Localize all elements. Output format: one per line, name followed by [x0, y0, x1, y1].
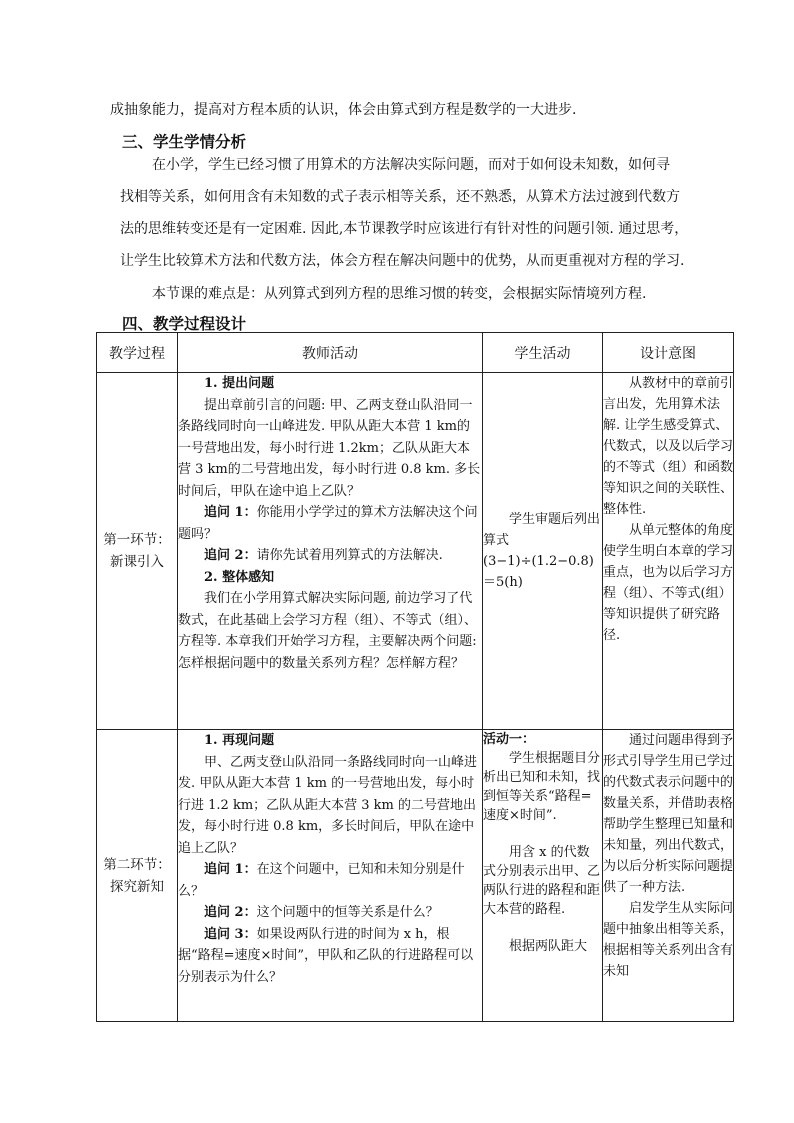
stage-label: 第一环节：: [103, 532, 171, 548]
student-text: 学生审题后列出算式(3−1)÷(1.2−0.8)＝5(h): [483, 512, 601, 590]
intro-line: 成抽象能力，提高对方程本质的认识，体会由算式到方程是数学的一大进步.: [110, 102, 577, 118]
follow-up-question: [178, 502, 482, 545]
student-activity-cell: [483, 373, 603, 730]
analysis-line-3: 法的思维转变还是有一定困难. 因此,本节课教学时应该进行有针对性的问题引领. 通过思考，: [120, 221, 689, 237]
design-text: 从单元整体的角度使学生明白本章的学习重点，也为以后学习方程（组）、不等式(组）等知识提供了研究路径.: [603, 523, 734, 643]
section-heading-teaching-process: 四、教学过程设计: [122, 315, 247, 333]
question-label: 追问 3：: [204, 926, 257, 942]
stage-label: 第二环节：: [103, 856, 171, 873]
activity-label: 活动一：: [483, 732, 536, 747]
student-activity-cell: [483, 730, 603, 1022]
table-row: [97, 730, 734, 1022]
teacher-activity-cell: [178, 373, 483, 730]
header-stage: 教学过程: [97, 333, 178, 373]
question-text: 如果设两队行进的时间为 x h，根据“路程=速度×时间”，甲队和乙队的行进路程可以分别表示为什么？: [178, 926, 474, 985]
question-label: 追问 1：: [204, 505, 257, 520]
follow-up-question: [178, 902, 482, 924]
difficulty-line: 本节课的难点是：从列算式到列方程的思维习惯的转变，会根据实际情境列方程.: [152, 286, 647, 302]
question-text: 这个问题中的恒等关系是什么？: [256, 905, 439, 920]
teacher-activity-cell: [178, 730, 483, 1022]
design-text: 通过问题串得到予形式引导学生用已学过的代数式表示问题中的数量关系，并借助表格帮助学生整理已知量和未知量，列出代数式，为以后分析实际问题提供了一种方法.: [603, 733, 734, 895]
question-text: 你能用小学学过的算术方法解决这个问题吗？: [178, 505, 478, 542]
question-text: 在这个问题中，已知和未知分别是什么？: [178, 862, 465, 899]
student-text: 根据两队距大: [509, 939, 588, 954]
header-teacher-activity: 教师活动: [178, 333, 483, 373]
question-label: 追问 2：: [204, 905, 257, 920]
student-text: 学生根据题目分析出已知和未知，找到恒等关系“路程=速度×时间”.: [483, 751, 601, 823]
question-label: 追问 2：: [204, 548, 257, 563]
follow-up-question: [178, 924, 482, 989]
subheading: 1. 再现问题: [204, 733, 275, 748]
stage-name: 新课引入: [110, 554, 164, 570]
table-header-row: [97, 333, 734, 373]
header-student-activity: 学生活动: [483, 333, 603, 373]
subheading: 1. 提出问题: [204, 376, 275, 391]
problem-text: 甲、乙两支登山队沿同一条路线同时向一山峰进发. 甲队从距大本营 1 km 的一号营地出发，每小时行进 1.2 km；乙队从距大本营 3 km 的二号营地出发，每小时行进 0.8 km，多长时间后，甲队在途中追上乙队？: [178, 754, 478, 856]
stage-cell: [97, 730, 178, 1022]
design-intent-cell: [603, 373, 734, 730]
design-intent-cell: [603, 730, 734, 1022]
analysis-line-2: 找相等关系，如何用含有未知数的式子表示相等关系，还不熟悉，从算术方法过渡到代数方: [120, 189, 680, 205]
overview-text: 我们在小学用算式解决实际问题, 前边学习了代数式，在此基础上会学习方程（组）、不等式（组）、方程等. 本章我们开始学习方程，主要解决两个问题: 怎样根据问题中的数量关系列方程？怎样解方程？: [178, 591, 478, 671]
design-text: 从教材中的章前引言出发，先用算术法解. 让学生感受算式、代数式，以及以后学习的不等式（组）和函数等知识之间的关联性、整体性.: [603, 376, 734, 517]
design-text: 启发学生从实际问题中抽象出相等关系，根据相等关系列出含有未知: [603, 901, 734, 979]
follow-up-question: [178, 859, 482, 902]
analysis-line-1: 在小学，学生已经习惯了用算术的方法解决实际问题，而对于如何设未知数，如何寻: [152, 157, 670, 173]
teaching-process-table: [96, 332, 734, 1022]
stage-cell: [97, 373, 178, 730]
problem-text: 提出章前引言的问题: 甲、乙两支登山队沿同一条路线同时向一山峰进发. 甲队从距大本营 1 km的一号营地出发，每小时行进 1.2km；乙队从距大本营 3 km的二号营地出发，每小时行进 0.8 km. 多长时间后，甲队在途中追上乙队？: [178, 397, 481, 499]
analysis-line-4: 让学生比较算术方法和代数方法，体会方程在解决问题中的优势，从而更重视对方程的学习.: [120, 253, 685, 269]
student-text: 用含 x 的代数式分别表示出甲、乙两队行进的路程和距大本营的路程.: [483, 845, 601, 917]
follow-up-question: [178, 545, 482, 567]
question-text: 请你先试着用列算式的方法解决.: [256, 548, 443, 563]
subheading: 2. 整体感知: [204, 569, 275, 585]
question-label: 追问 1：: [204, 862, 257, 877]
section-heading-student-analysis: 三、学生学情分析: [122, 133, 247, 151]
table-row: [97, 373, 734, 730]
stage-name: 探究新知: [110, 878, 164, 895]
header-design-intent: 设计意图: [603, 333, 734, 373]
